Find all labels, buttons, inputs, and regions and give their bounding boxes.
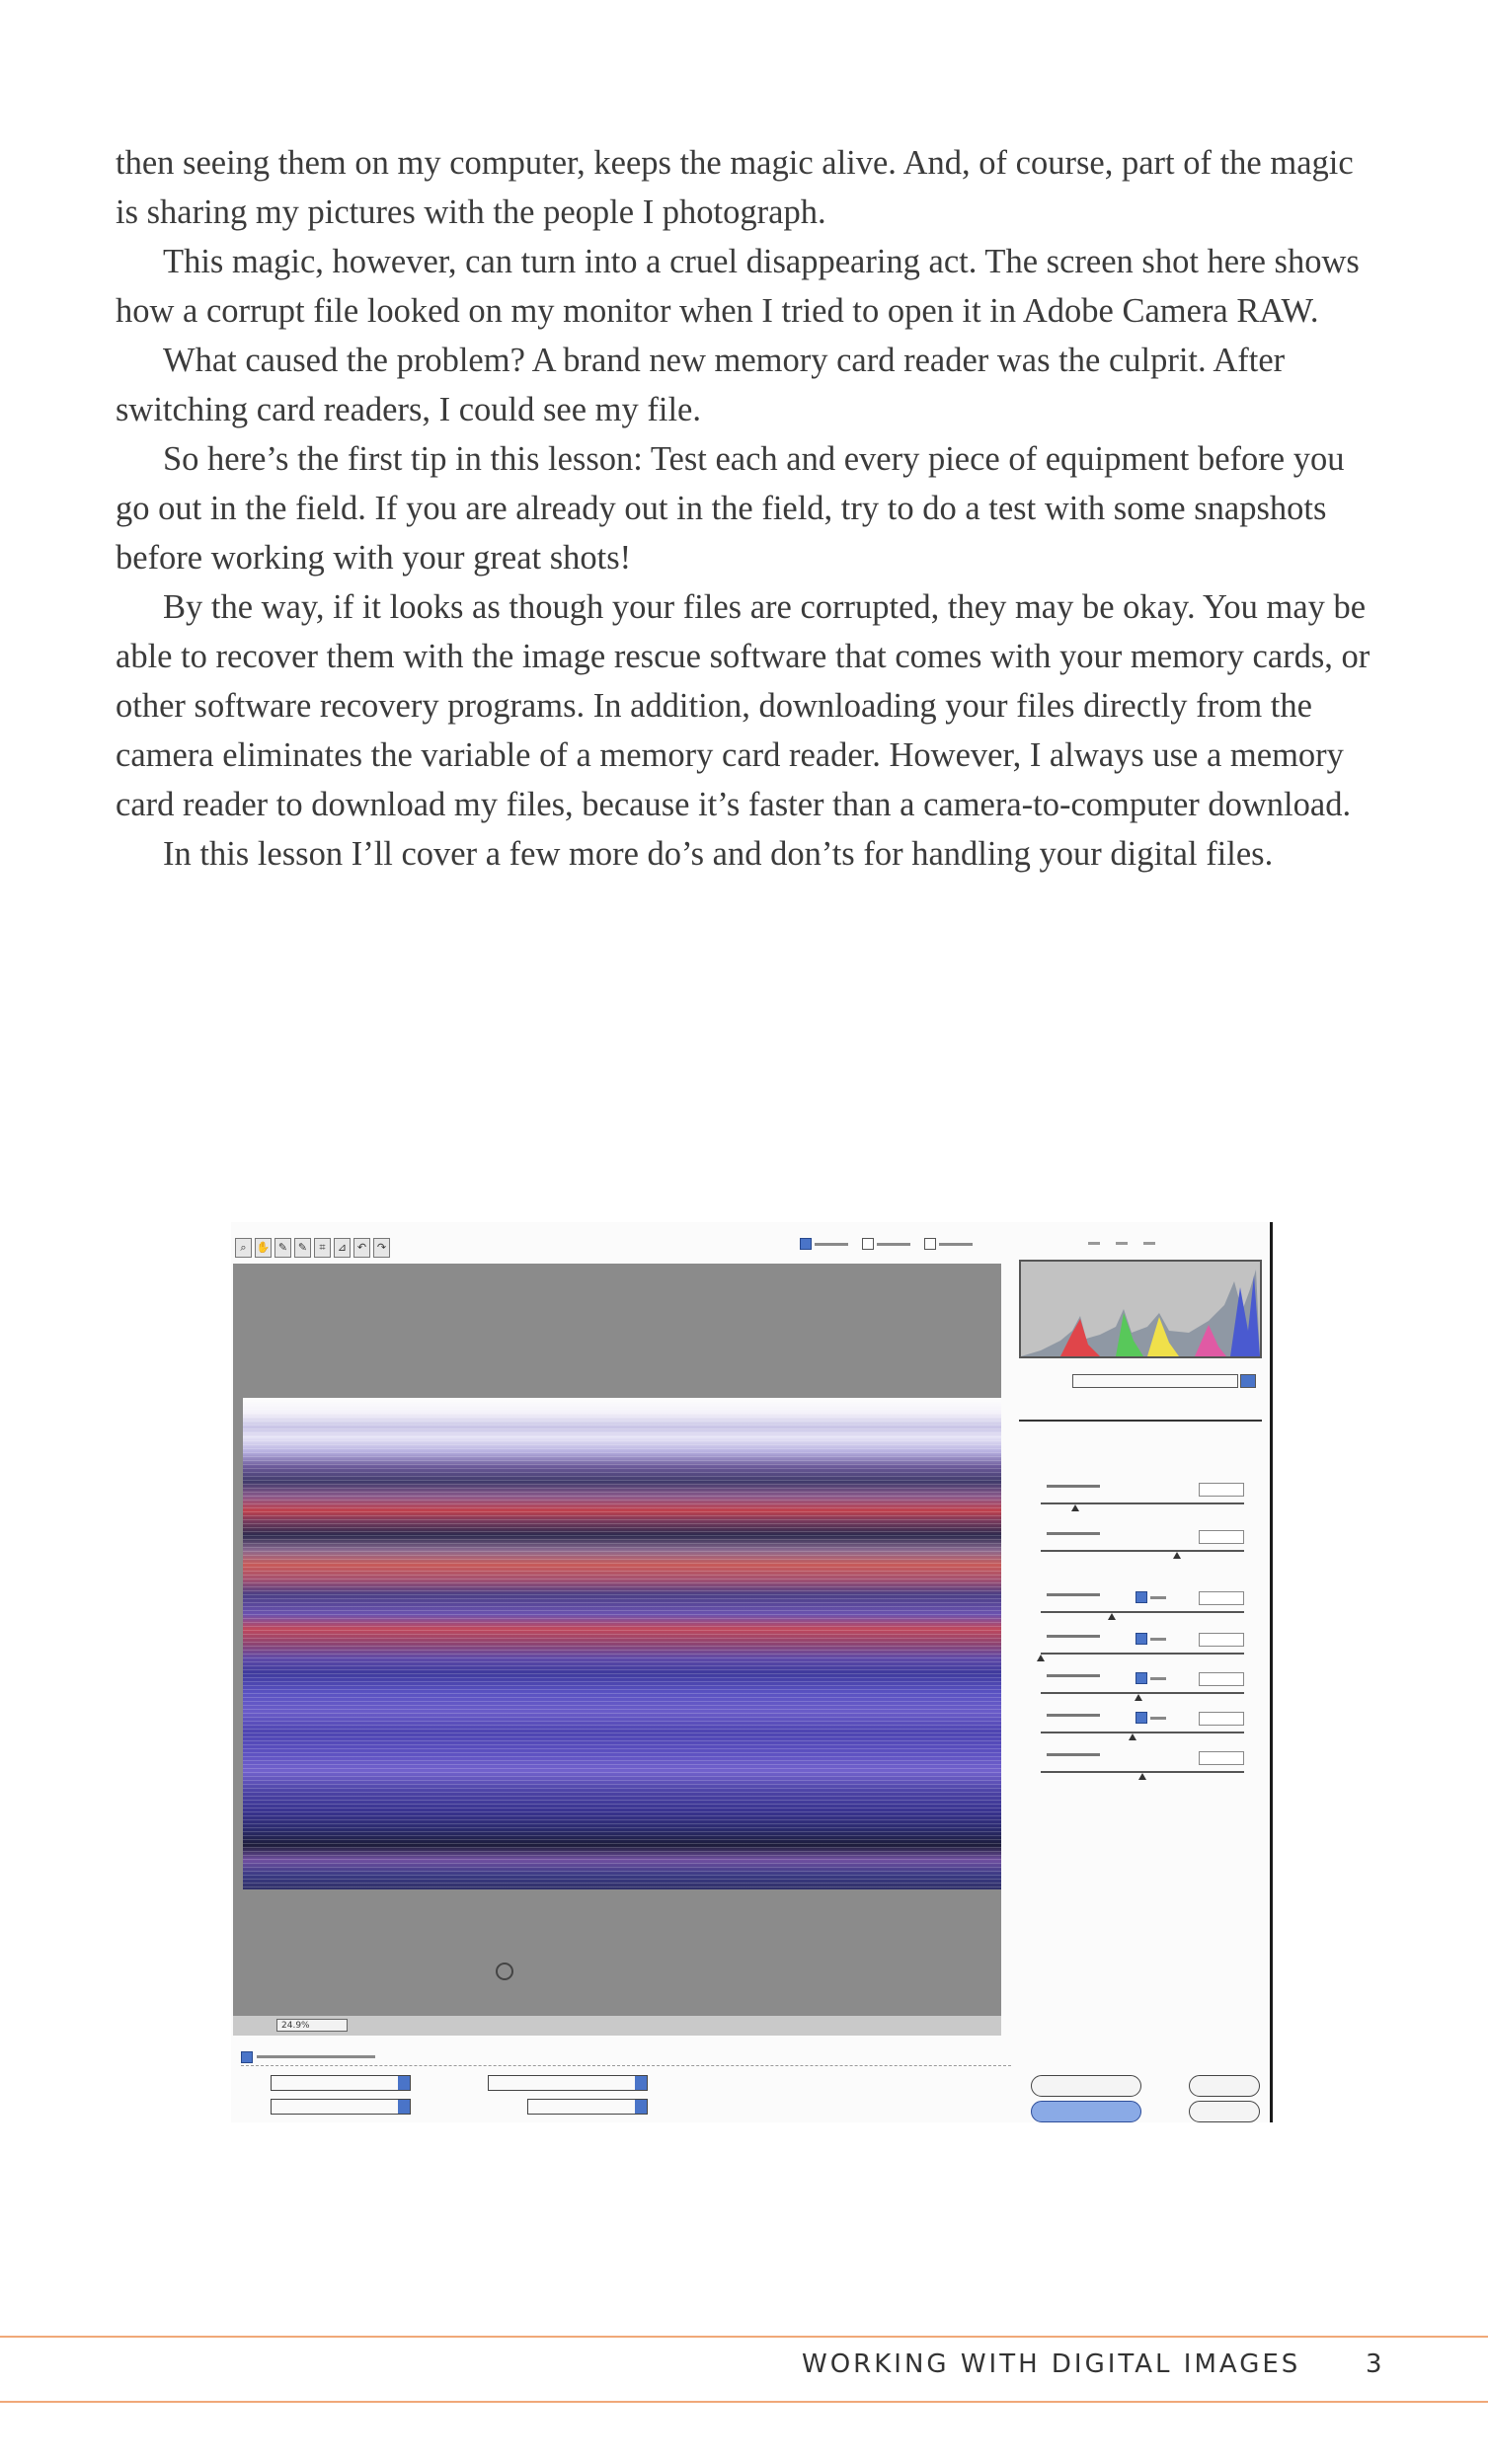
adjustment-slider <box>1041 1710 1244 1749</box>
paragraph: By the way, if it looks as though your files are corrupted, they may be okay. You may be able to recover them with the image rescue software that comes with your memory cards, or other software recovery programs. In addition, downloading your files directly from the camera eliminates the variable of a memory card reader. However, I always use a memory card reader to download my files, because it’s faster than a camera-to-computer download. <box>116 588 1371 823</box>
slider-knob <box>1129 1733 1136 1740</box>
settings-row <box>1021 1374 1262 1388</box>
adjustment-slider <box>1041 1528 1244 1568</box>
footer-rule-bottom <box>0 2401 1488 2403</box>
hand-tool-icon: ✋ <box>255 1238 272 1258</box>
slider-value-field <box>1199 1633 1244 1647</box>
settings-menu-icon <box>1240 1374 1256 1388</box>
shadows-checkbox-box <box>862 1238 874 1250</box>
slider-value-field <box>1199 1530 1244 1544</box>
auto-checkbox <box>1136 1712 1166 1724</box>
preview-options <box>800 1238 973 1250</box>
figure-frame-edge <box>1270 1222 1273 2122</box>
image-preview-area <box>233 1264 1001 2016</box>
zoom-level-field: 24.9% <box>276 2019 348 2032</box>
running-head: WORKING WITH DIGITAL IMAGES <box>802 2349 1301 2379</box>
auto-checkbox <box>1136 1672 1166 1684</box>
resolution-units-select <box>527 2099 648 2115</box>
slider-knob <box>1071 1504 1079 1511</box>
auto-checkbox <box>1136 1633 1166 1645</box>
color-sampler-tool-icon: ✎ <box>294 1238 311 1258</box>
workflow-options-checkbox <box>241 2051 253 2063</box>
workflow-options <box>231 2043 1270 2122</box>
rotate-right-tool-icon: ↷ <box>373 1238 390 1258</box>
footer-rule-top <box>0 2336 1488 2338</box>
preview-checkbox-box <box>800 1238 812 1250</box>
adjustment-slider <box>1041 1631 1244 1670</box>
body-text <box>116 138 1379 879</box>
slider-value-field <box>1199 1712 1244 1726</box>
slider-value-field <box>1199 1751 1244 1765</box>
zoom-cursor-icon <box>496 1963 513 1980</box>
page-number: 3 <box>1366 2349 1382 2379</box>
crop-tool-icon: ⌗ <box>314 1238 331 1258</box>
paragraph: So here’s the first tip in this lesson: Test each and every piece of equipment before you go out in the field. If you are already out in the field, try to do a test with some snapshots before working with your great shots! <box>116 440 1345 577</box>
camera-raw-screenshot <box>231 1222 1270 2122</box>
shadows-checkbox <box>862 1238 910 1250</box>
preview-checkbox <box>800 1238 848 1250</box>
paragraph: What caused the problem? A brand new memory card reader was the culprit. After switching card readers, I could see my file. <box>116 342 1286 428</box>
depth-select <box>271 2099 411 2115</box>
adjustment-slider <box>1041 1670 1244 1710</box>
highlights-checkbox-box <box>924 1238 936 1250</box>
adjustment-tabs <box>1019 1404 1262 1422</box>
space-select <box>271 2075 411 2091</box>
camera-raw-toolbar <box>235 1238 442 1260</box>
white-balance-tool-icon: ✎ <box>274 1238 291 1258</box>
zoom-tool-icon: ⌕ <box>235 1238 252 1258</box>
slider-knob <box>1135 1694 1142 1701</box>
slider-value-field <box>1199 1672 1244 1686</box>
slider-value-field <box>1199 1483 1244 1497</box>
auto-checkbox <box>1136 1591 1166 1603</box>
paragraph: then seeing them on my computer, keeps the magic alive. And, of course, part of the magic is sharing my pictures with the people I photograph. <box>116 144 1354 231</box>
histogram-graph <box>1021 1262 1260 1356</box>
zoom-bar <box>233 2016 1001 2036</box>
rgb-readout <box>1088 1242 1155 1245</box>
adjustment-slider <box>1041 1481 1244 1520</box>
highlights-checkbox <box>924 1238 973 1250</box>
paragraph: In this lesson I’ll cover a few more do’s and don’ts for handling your digital files. <box>163 835 1274 873</box>
done-button <box>1189 2101 1260 2122</box>
slider-knob <box>1138 1773 1146 1780</box>
histogram <box>1019 1260 1262 1358</box>
slider-knob <box>1037 1655 1045 1661</box>
slider-knob <box>1108 1613 1116 1620</box>
slider-value-field <box>1199 1591 1244 1605</box>
cancel-button <box>1189 2075 1260 2097</box>
adjustment-slider <box>1041 1589 1244 1629</box>
slider-knob <box>1173 1552 1181 1559</box>
straighten-tool-icon: ⊿ <box>334 1238 351 1258</box>
corrupted-image <box>243 1398 1001 1889</box>
settings-select <box>1072 1374 1238 1388</box>
open-button <box>1031 2101 1141 2122</box>
size-select <box>488 2075 648 2091</box>
rotate-left-tool-icon: ↶ <box>353 1238 370 1258</box>
adjustment-slider <box>1041 1749 1244 1789</box>
paragraph: This magic, however, can turn into a cruel disappearing act. The screen shot here shows how a corrupt file looked on my monitor when I tried to open it in Adobe Camera RAW. <box>116 243 1360 330</box>
save-button <box>1031 2075 1141 2097</box>
